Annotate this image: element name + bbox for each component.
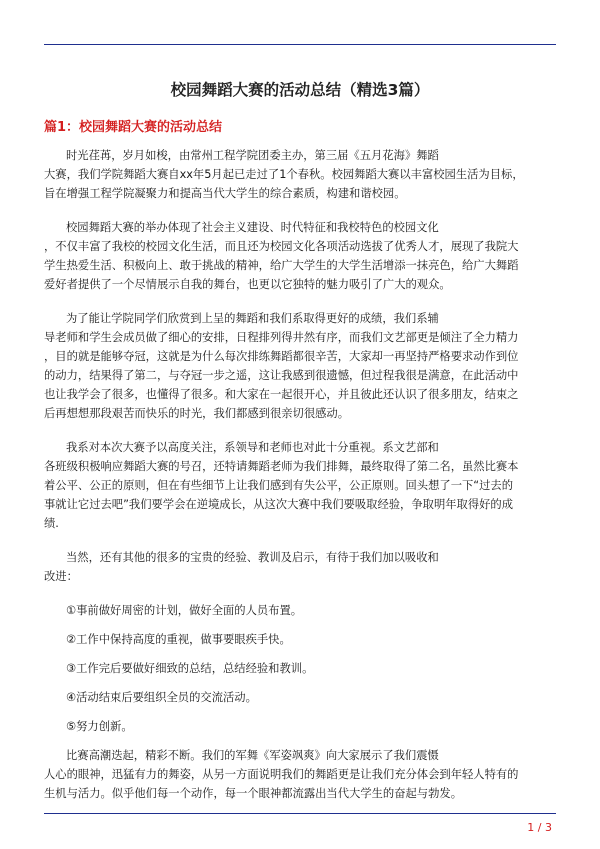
- list-item: ④活动结束后要组织全员的交流活动。: [66, 691, 257, 704]
- header-rule: [44, 44, 556, 45]
- paragraph-line: 生机与活力。似乎他们每一个动作，每一个眼神都流露出当代大学生的奋起与勃发。: [44, 787, 462, 800]
- footer-rule: [44, 813, 556, 814]
- document-body: [44, 146, 558, 818]
- paragraphs: [44, 146, 558, 586]
- paragraph-line: 爱好者提供了一个尽情展示自我的舞台，也更以它独特的魅力吸引了广大的观众。: [44, 278, 451, 291]
- paragraph-line: 改进：: [44, 570, 78, 583]
- paragraph-line: 事就让它过去吧”我们要学会在逆境成长，从这次大赛中我们要吸取经验，争取明年取得好的成: [44, 498, 514, 511]
- paragraph: [44, 309, 558, 423]
- paragraph-line: 校园舞蹈大赛的举办体现了社会主义建设、时代特征和我校特色的校园文化: [66, 221, 439, 234]
- paragraph-line: 后再想想那段艰苦而快乐的时光，我们都感到很亲切很感动。: [44, 407, 350, 420]
- paragraph-line: 各班级积极响应舞蹈大赛的号召，还特请舞蹈老师为我们排舞，最终取得了第二名，虽然比赛本: [44, 460, 519, 473]
- closing-paragraph: [44, 746, 558, 803]
- document-title: 校园舞蹈大赛的活动总结（精选3篇）: [170, 81, 430, 99]
- paragraph-line: 大赛，我们学院舞蹈大赛自xx年5月起已走过了1个春秋。校园舞蹈大赛以丰富校园生活为目标，: [44, 168, 524, 181]
- paragraph-line: 旨在增强工程学院凝聚力和提高当代大学生的综合素质，构建和谐校园。: [44, 187, 406, 200]
- paragraph-line: 时光荏苒，岁月如梭，由常州工程学院团委主办，第三届《五月花海》舞蹈: [66, 149, 439, 162]
- list-item: ①事前做好周密的计划，做好全面的人员布置。: [66, 604, 303, 617]
- paragraph-line: 为了能让学院同学们欣赏到上呈的舞蹈和我们系取得更好的成绩，我们系辅: [66, 312, 439, 325]
- list-item: ②工作中保持高度的重视，做事要眼疾手快。: [66, 633, 291, 646]
- paragraph-line: 导老师和学生会成员做了细心的安排，日程排列得井然有序，而我们文艺部更是倾注了全力精力: [44, 331, 519, 344]
- paragraph-line: 也让我学会了很多，也懂得了很多。和大家在一起很开心，并且彼此还认识了很多朋友，结束之: [44, 388, 519, 401]
- paragraph-line: 绩.: [44, 517, 59, 530]
- paragraph-line: ，目的就是能够夺冠，这就是为什么每次排练舞蹈都很辛苦，大家却一再坚持严格要求动作到位: [44, 350, 519, 363]
- paragraph-line: 学生热爱生活、积极向上、敢于挑战的精神，给广大学生的大学生活增添一抹亮色，给广大舞蹈: [44, 259, 519, 272]
- paragraph: [44, 746, 558, 803]
- page-number: 1 / 3: [527, 821, 552, 834]
- paragraph-line: 人心的眼神，迅猛有力的舞姿，从另一方面说明我们的舞蹈更是让我们充分体会到年轻人特有的: [44, 768, 519, 781]
- list-item: ③工作完后要做好细致的总结，总结经验和教训。: [66, 662, 314, 675]
- paragraph: [44, 218, 558, 294]
- paragraph-line: 当然，还有其他的很多的宝贵的经验、教训及启示，有待于我们加以吸收和: [66, 551, 439, 564]
- list-item: ⑤努力创新。: [66, 720, 133, 733]
- paragraph-line: 我系对本次大赛予以高度关注，系领导和老师也对此十分重视。系文艺部和: [66, 441, 439, 454]
- lessons-list: [44, 601, 558, 736]
- paragraph-line: ，不仅丰富了我校的校园文化生活，而且还为校园文化各项活动选拔了优秀人才，展现了我院大: [44, 240, 519, 253]
- paragraph: [44, 548, 558, 586]
- paragraph: [44, 438, 558, 533]
- paragraph-line: 的动力，结果得了第二，与夺冠一步之遥，这让我感到很遗憾，但过程我很是满意，在此活动中: [44, 369, 519, 382]
- paragraph-line: 着公平、公正的原则，但在有些细节上让我们感到有失公平，公正原则。回头想了一下“过去的: [44, 479, 514, 492]
- section-heading: 篇1：校园舞蹈大赛的活动总结: [44, 120, 223, 135]
- paragraph-line: 比赛高潮迭起，精彩不断。我们的军舞《军姿飒爽》向大家展示了我们震慑: [66, 749, 439, 762]
- paragraph: [44, 146, 558, 203]
